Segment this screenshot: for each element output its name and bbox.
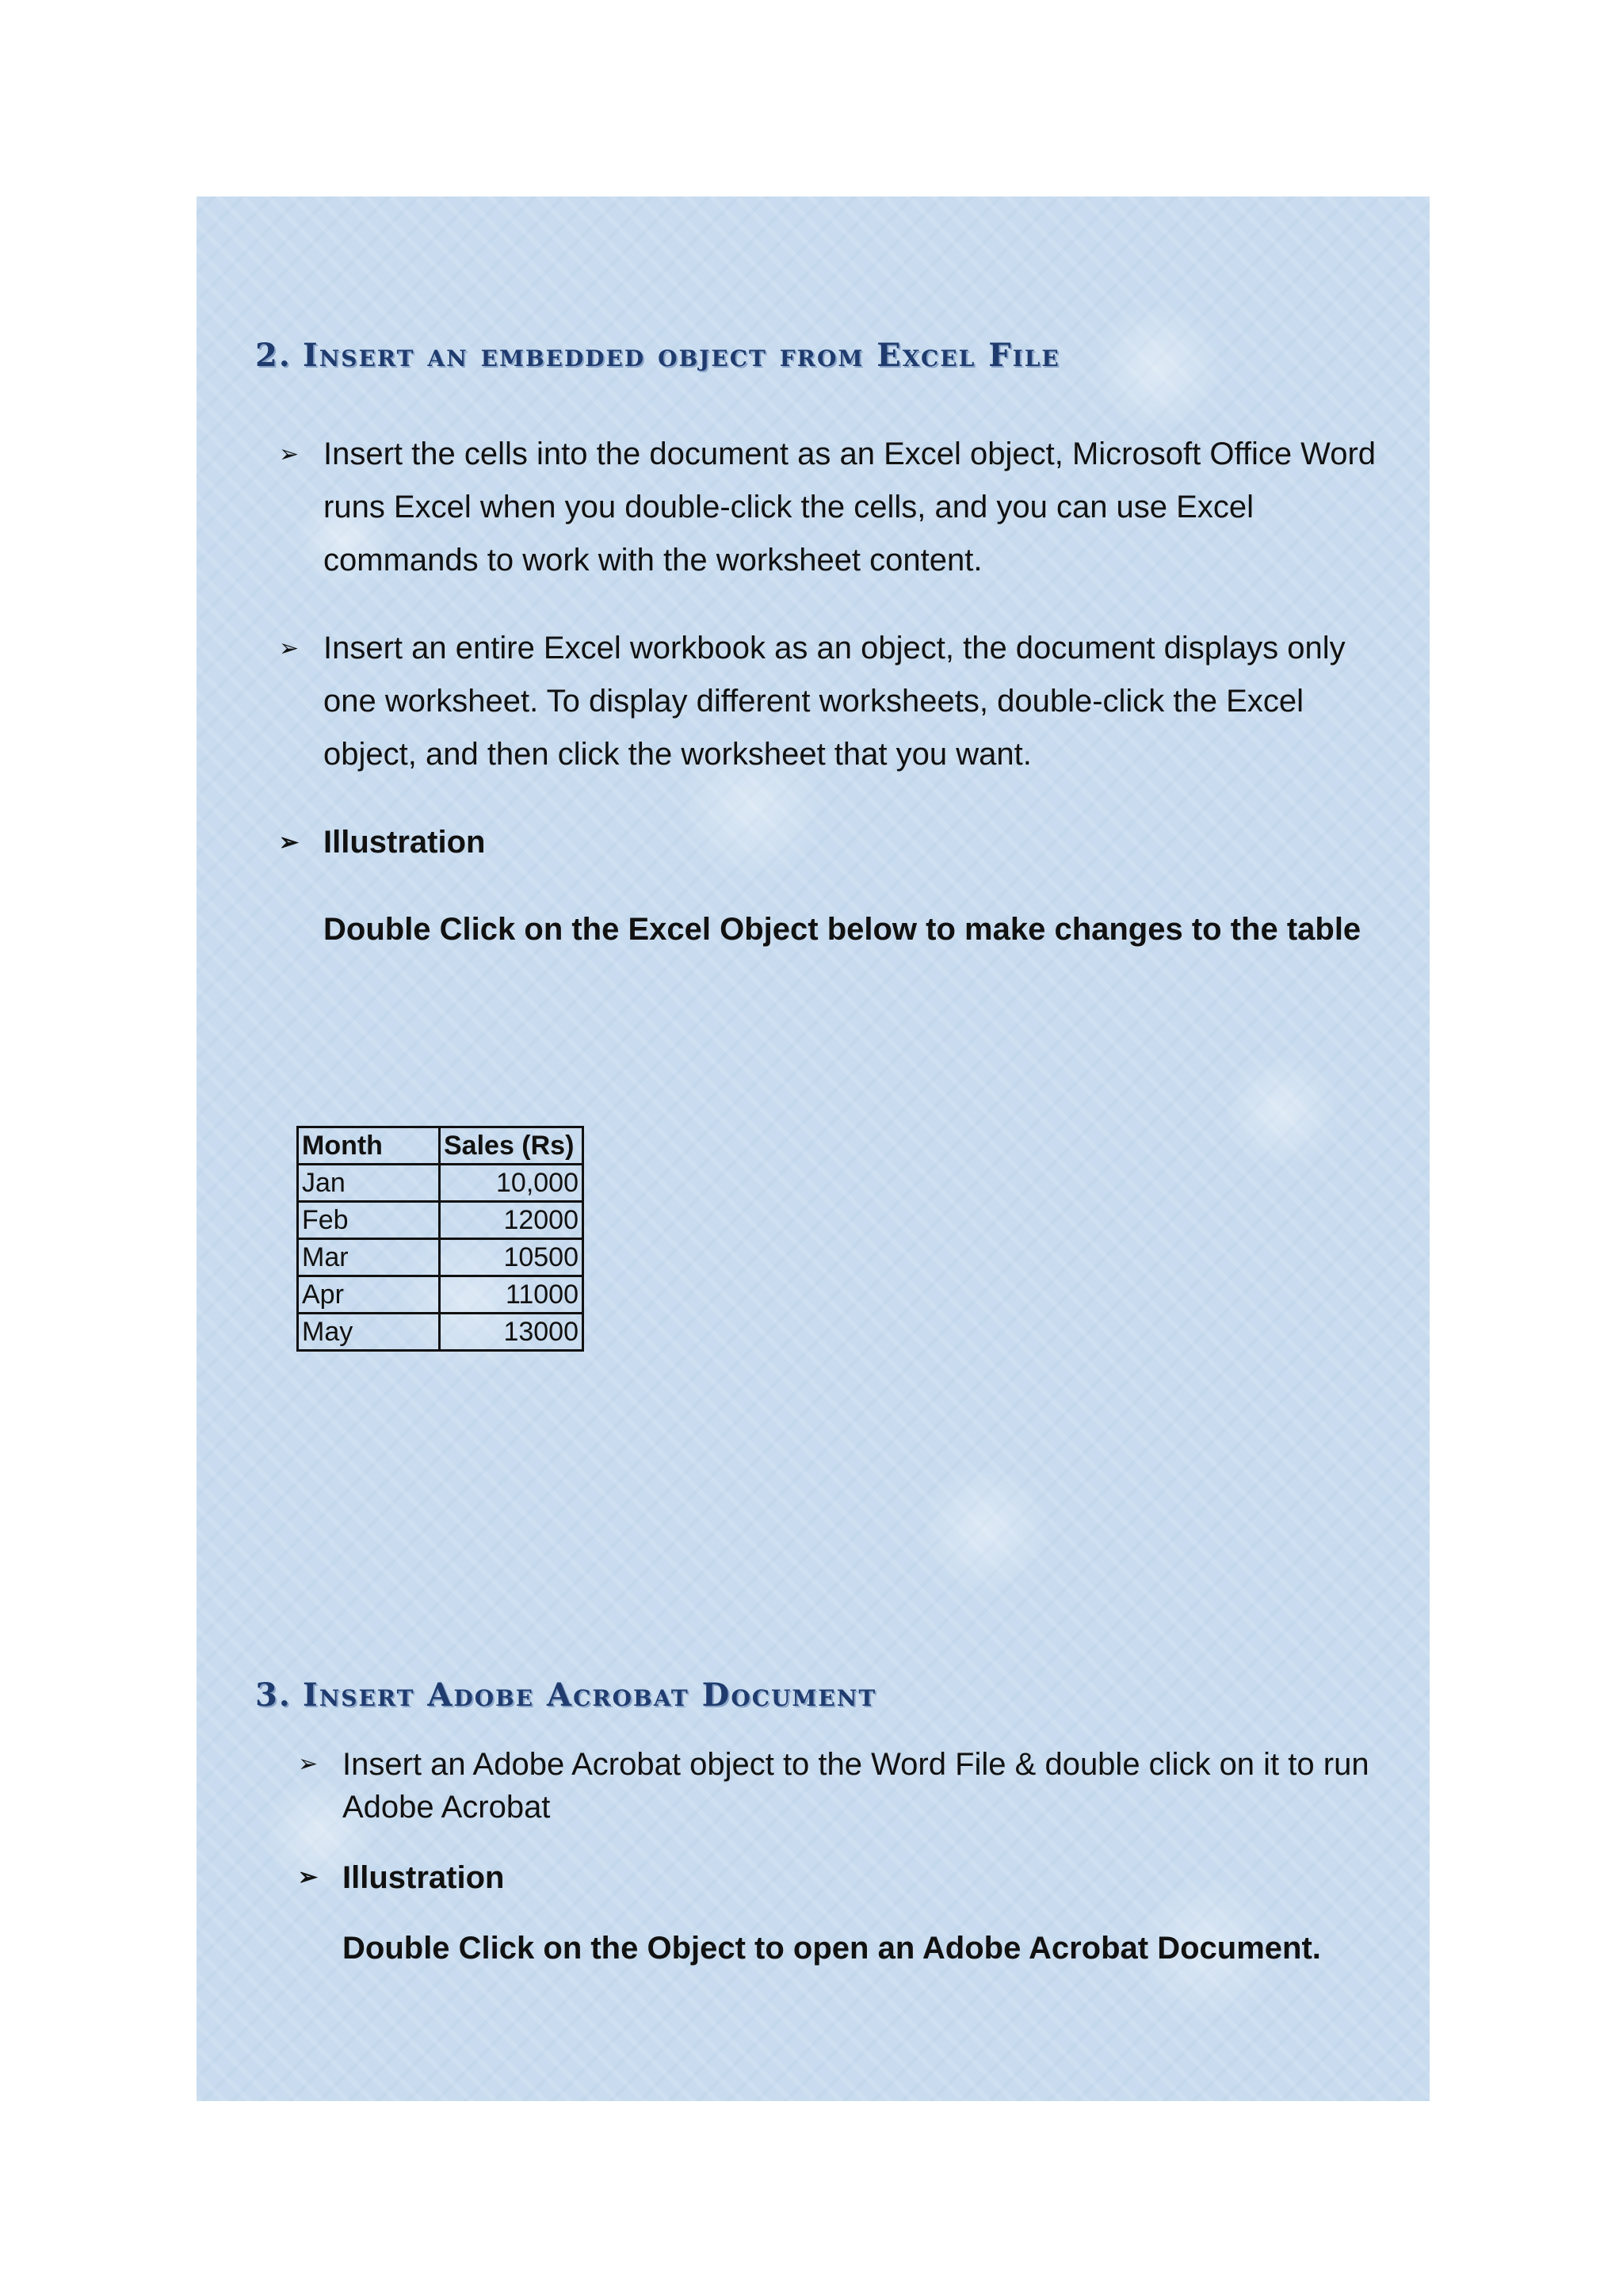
- section-2-heading: [255, 337, 1060, 374]
- bullet-text: Insert the cells into the document as an Excel object, Microsoft Office Word runs Excel when you double-click the cells, and you can use Excel commands to work with the worksheet content.: [323, 437, 1377, 578]
- month-cell: Mar: [298, 1239, 440, 1276]
- table-row: [298, 1314, 583, 1351]
- sales-cell: 13000: [440, 1314, 583, 1351]
- column-header-sales: Sales (Rs): [440, 1127, 583, 1165]
- arrow-bullet-icon: ➢: [279, 830, 300, 856]
- section-2-title: Insert an embedded object from Excel File: [303, 337, 1060, 374]
- arrow-bullet-icon: ➢: [279, 635, 300, 662]
- arrow-bullet-icon: ➢: [298, 1864, 319, 1890]
- section-3-heading: [255, 1676, 876, 1714]
- table-row: [298, 1165, 583, 1202]
- month-cell: May: [298, 1314, 440, 1351]
- embedded-excel-object[interactable]: [296, 1126, 584, 1352]
- sales-cell: 10,000: [440, 1165, 583, 1202]
- sales-cell: 12000: [440, 1202, 583, 1239]
- bullet-text: Insert an entire Excel workbook as an object, the document displays only one worksheet. To display different worksheets, double-click the Excel object, and then click the worksheet that you want.: [323, 631, 1346, 772]
- table-row: [298, 1239, 583, 1276]
- column-header-month: Month: [298, 1127, 440, 1165]
- bullet-item: [298, 1856, 1420, 1899]
- month-cell: Jan: [298, 1165, 440, 1202]
- month-cell: Apr: [298, 1276, 440, 1314]
- bullet-item: [279, 622, 1401, 781]
- bullet-item: [279, 428, 1401, 587]
- sales-cell: 11000: [440, 1276, 583, 1314]
- excel-instruction: Double Click on the Excel Object below to make changes to the table: [323, 912, 1361, 947]
- bullet-item: [279, 816, 1401, 869]
- table-row: [298, 1202, 583, 1239]
- table-header-row: [298, 1127, 583, 1165]
- month-cell: Feb: [298, 1202, 440, 1239]
- arrow-bullet-icon: ➢: [279, 441, 300, 467]
- bullet-item: [298, 1743, 1436, 1829]
- bullet-text: Illustration: [342, 1860, 505, 1895]
- bullet-text: Illustration: [323, 825, 486, 860]
- sales-cell: 10500: [440, 1239, 583, 1276]
- table-row: [298, 1276, 583, 1314]
- section-2-number: 2.: [255, 337, 292, 374]
- arrow-bullet-icon: ➢: [298, 1751, 319, 1777]
- bullet-text: Insert an Adobe Acrobat object to the Word File & double click on it to run Adobe Acrobat: [342, 1747, 1369, 1825]
- acrobat-instruction: Double Click on the Object to open an Adobe Acrobat Document.: [342, 1931, 1321, 1966]
- section-3-title: Insert Adobe Acrobat Document: [303, 1676, 877, 1714]
- section-3-number: 3.: [255, 1676, 292, 1714]
